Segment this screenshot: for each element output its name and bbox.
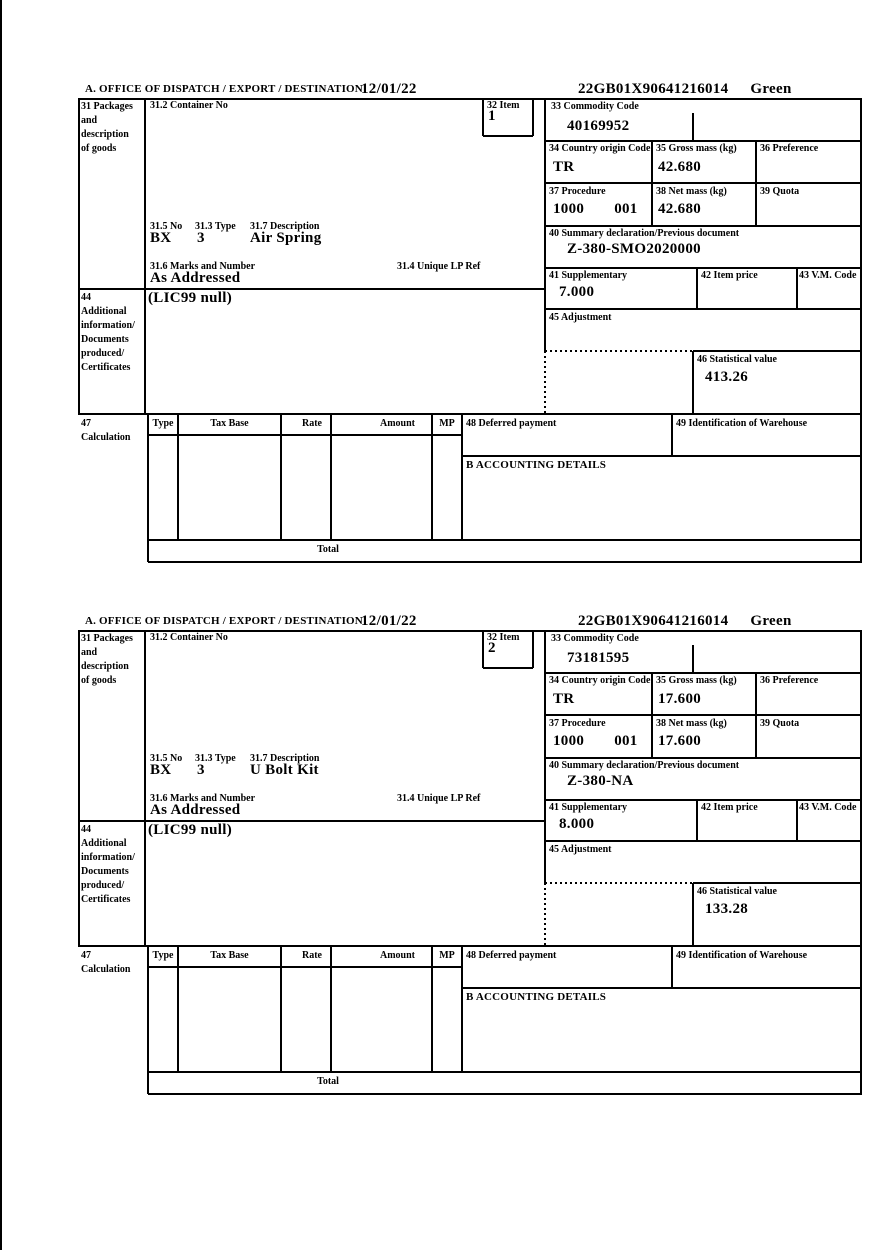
box41-label: 41 Supplementary	[549, 802, 628, 813]
commodity-code-value: 73181595	[567, 650, 630, 666]
calc-header-type: Type	[152, 418, 174, 429]
box31-5-label: 31.5 No	[150, 753, 183, 764]
box49-label: 49 Identification of Warehouse	[676, 418, 808, 429]
procedure-code-value: 1000	[553, 733, 585, 749]
declaration-date: 12/01/22	[361, 613, 417, 629]
country-origin-value: TR	[553, 159, 575, 175]
gross-mass-value: 42.680	[658, 159, 702, 175]
calc-header-amount: Amount	[379, 418, 415, 429]
box44-label-line: information/	[81, 320, 135, 331]
box44-label-line: Documents	[81, 334, 129, 345]
office-of-dispatch-header: A. OFFICE OF DISPATCH / EXPORT / DESTINATION	[85, 615, 363, 627]
box44-label-line: Documents	[81, 866, 129, 877]
summary-declaration-value: Z-380-SMO2020000	[567, 241, 701, 257]
marks-number-value: As Addressed	[150, 802, 241, 818]
box31-label-line: 31 Packages	[81, 101, 133, 112]
procedure-code-2-value: 001	[614, 201, 638, 217]
box31-label-line: 31 Packages	[81, 633, 133, 644]
marks-number-value: As Addressed	[150, 270, 241, 286]
procedure-values	[553, 201, 638, 217]
box47-label	[81, 949, 130, 977]
total-label: Total	[317, 544, 339, 555]
box42-label: 42 Item price	[701, 802, 758, 813]
box31-6-label: 31.6 Marks and Number	[150, 793, 256, 804]
office-of-dispatch-header: A. OFFICE OF DISPATCH / EXPORT / DESTINATION	[85, 83, 363, 95]
box43-label: 43 V.M. Code	[799, 802, 857, 813]
box31-2-label: 31.2 Container No	[150, 100, 228, 111]
total-label: Total	[317, 1076, 339, 1087]
calc-header-rate: Rate	[302, 418, 322, 429]
box39-label: 39 Quota	[760, 186, 800, 197]
calc-header-mp: MP	[439, 950, 455, 961]
box36-label: 36 Preference	[760, 675, 819, 686]
box33-label: 33 Commodity Code	[551, 101, 639, 112]
box47-label-line: Calculation	[81, 964, 131, 975]
packages-type-value: 3	[197, 230, 205, 246]
procedure-code-value: 1000	[553, 201, 585, 217]
net-mass-value: 17.600	[658, 733, 702, 749]
box49-label: 49 Identification of Warehouse	[676, 950, 808, 961]
box47-label	[81, 417, 130, 445]
mrn-value: 22GB01X90641216014	[578, 613, 729, 629]
box33-label: 33 Commodity Code	[551, 633, 639, 644]
mrn-row	[578, 613, 792, 629]
box31-7-label: 31.7 Description	[250, 753, 320, 764]
box48-label: 48 Deferred payment	[466, 950, 557, 961]
box48-label: 48 Deferred payment	[466, 418, 557, 429]
statistical-value: 133.28	[705, 901, 749, 917]
calc-header-type: Type	[152, 950, 174, 961]
box31-label-line: description	[81, 661, 129, 672]
box46-label: 46 Statistical value	[697, 354, 777, 365]
box44-label-line: produced/	[81, 348, 125, 359]
calc-header-taxbase: Tax Base	[210, 418, 249, 429]
goods-description-value: U Bolt Kit	[250, 762, 319, 778]
box45-label: 45 Adjustment	[549, 844, 612, 855]
mrn-value: 22GB01X90641216014	[578, 81, 729, 97]
accounting-details-label: B ACCOUNTING DETAILS	[466, 991, 607, 1003]
box31-label-line: of goods	[81, 143, 117, 154]
box42-label: 42 Item price	[701, 270, 758, 281]
box32-label: 32 Item	[487, 100, 520, 111]
box31-6-label: 31.6 Marks and Number	[150, 261, 256, 272]
box44-label	[81, 823, 135, 907]
box34-label: 34 Country origin Code	[549, 675, 651, 686]
box31-label-line: and	[81, 647, 98, 658]
box39-label: 39 Quota	[760, 718, 800, 729]
box31-4-label: 31.4 Unique LP Ref	[397, 261, 481, 272]
box44-label-line: Certificates	[81, 362, 131, 373]
procedure-values	[553, 733, 638, 749]
calc-header-mp: MP	[439, 418, 455, 429]
box44-label-line: 44	[81, 824, 91, 835]
goods-description-value: Air Spring	[250, 230, 322, 246]
form-grid-lines	[78, 80, 864, 566]
box44-label	[81, 291, 135, 375]
packages-number-value: BX	[150, 230, 172, 246]
gross-mass-value: 17.600	[658, 691, 702, 707]
box47-label-line: Calculation	[81, 432, 131, 443]
box31-3-label: 31.3 Type	[195, 221, 236, 232]
box38-label: 38 Net mass (kg)	[656, 186, 727, 197]
commodity-code-value: 40169952	[567, 118, 630, 134]
box44-label-line: Certificates	[81, 894, 131, 905]
box35-label: 35 Gross mass (kg)	[656, 143, 737, 154]
declaration-item-section-1	[78, 80, 864, 566]
box31-5-label: 31.5 No	[150, 221, 183, 232]
country-origin-value: TR	[553, 691, 575, 707]
net-mass-value: 42.680	[658, 201, 702, 217]
box31-4-label: 31.4 Unique LP Ref	[397, 793, 481, 804]
calc-header-amount: Amount	[379, 950, 415, 961]
box44-label-line: Additional	[81, 306, 127, 317]
form-grid-lines	[78, 612, 864, 1098]
procedure-code-2-value: 001	[614, 733, 638, 749]
box46-label: 46 Statistical value	[697, 886, 777, 897]
declaration-date: 12/01/22	[361, 81, 417, 97]
box31-label-line: of goods	[81, 675, 117, 686]
box36-label: 36 Preference	[760, 143, 819, 154]
packages-number-value: BX	[150, 762, 172, 778]
supplementary-value: 7.000	[559, 284, 595, 300]
summary-declaration-value: Z-380-NA	[567, 773, 634, 789]
box44-label-line: Additional	[81, 838, 127, 849]
box31-label-line: and	[81, 115, 98, 126]
box31-label-line: description	[81, 129, 129, 140]
calc-header-taxbase: Tax Base	[210, 950, 249, 961]
box31-label	[81, 100, 133, 156]
box47-label-line: 47	[81, 418, 91, 429]
box40-label: 40 Summary declaration/Previous document	[549, 760, 740, 771]
box44-label-line: 44	[81, 292, 91, 303]
item-number-value: 1	[488, 108, 496, 124]
additional-information-value: (LIC99 null)	[148, 822, 233, 838]
statistical-value: 413.26	[705, 369, 749, 385]
box38-label: 38 Net mass (kg)	[656, 718, 727, 729]
box34-label: 34 Country origin Code	[549, 143, 651, 154]
box31-2-label: 31.2 Container No	[150, 632, 228, 643]
declaration-item-section-2	[78, 612, 864, 1098]
box44-label-line: produced/	[81, 880, 125, 891]
box31-3-label: 31.3 Type	[195, 753, 236, 764]
routing-status: Green	[750, 613, 792, 629]
packages-type-value: 3	[197, 762, 205, 778]
box31-7-label: 31.7 Description	[250, 221, 320, 232]
page-edge-line	[0, 0, 2, 1250]
box44-label-line: information/	[81, 852, 135, 863]
box32-label: 32 Item	[487, 632, 520, 643]
box47-label-line: 47	[81, 950, 91, 961]
box31-label	[81, 632, 133, 688]
box37-label: 37 Procedure	[549, 718, 606, 729]
item-number-value: 2	[488, 640, 496, 656]
box37-label: 37 Procedure	[549, 186, 606, 197]
box43-label: 43 V.M. Code	[799, 270, 857, 281]
mrn-row	[578, 81, 792, 97]
box41-label: 41 Supplementary	[549, 270, 628, 281]
box45-label: 45 Adjustment	[549, 312, 612, 323]
box35-label: 35 Gross mass (kg)	[656, 675, 737, 686]
additional-information-value: (LIC99 null)	[148, 290, 233, 306]
box40-label: 40 Summary declaration/Previous document	[549, 228, 740, 239]
routing-status: Green	[750, 81, 792, 97]
calc-header-rate: Rate	[302, 950, 322, 961]
supplementary-value: 8.000	[559, 816, 595, 832]
accounting-details-label: B ACCOUNTING DETAILS	[466, 459, 607, 471]
